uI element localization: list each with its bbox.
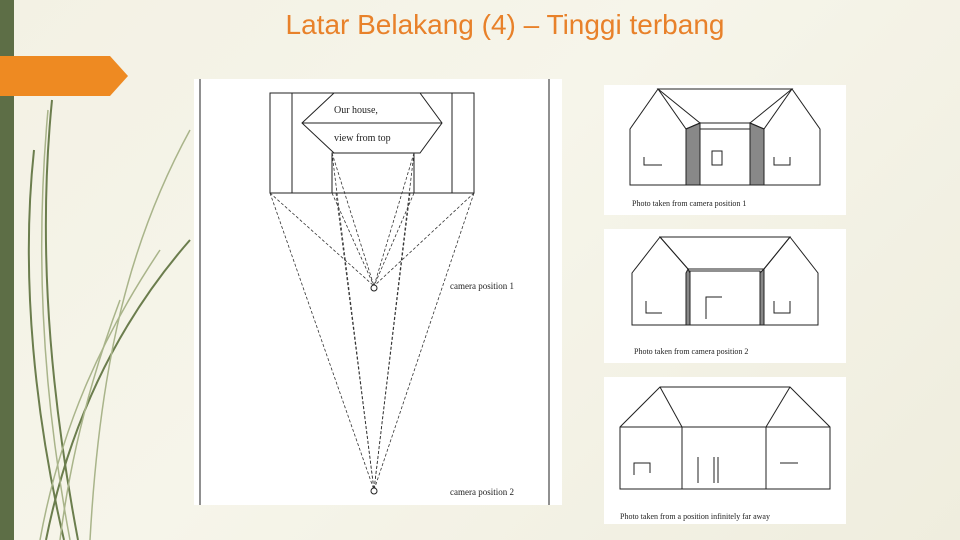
- photo-infinitely-far: [604, 377, 846, 524]
- house-outline: [620, 387, 830, 489]
- camera-2-marker: [371, 488, 377, 494]
- top-view-diagram: [194, 79, 562, 505]
- camera-1-marker: [371, 285, 377, 291]
- photo-camera-position-1: [604, 85, 846, 215]
- photo-1-caption: Photo taken from camera position 1: [632, 199, 747, 208]
- orange-tab: [0, 56, 128, 96]
- center-building: [700, 129, 750, 185]
- rays-camera-1: [270, 153, 474, 286]
- house-label-line2: view from top: [334, 133, 391, 144]
- left-house-side: [686, 269, 690, 325]
- door-left-post: [698, 457, 714, 483]
- slide-title: Latar Belakang (4) – Tinggi terbang: [285, 9, 725, 40]
- left-window: [634, 463, 650, 475]
- left-roof-edge: [660, 387, 682, 427]
- camera-position-1-label: camera position 1: [450, 281, 514, 291]
- camera-position-2-label: camera position 2: [450, 487, 514, 497]
- center-door: [712, 151, 722, 165]
- right-house-side: [760, 269, 764, 325]
- left-window: [646, 301, 662, 313]
- right-window: [774, 157, 790, 165]
- right-house-side: [750, 123, 764, 185]
- photo-camera-position-2: [604, 229, 846, 363]
- left-house-outline: [632, 237, 690, 325]
- center-door: [706, 297, 722, 319]
- rays-camera-2: [270, 153, 474, 490]
- house-center-part: [332, 153, 414, 193]
- right-window: [774, 301, 790, 313]
- center-roof: [660, 237, 790, 269]
- photo-2-caption: Photo taken from camera position 2: [634, 347, 749, 356]
- center-building: [690, 271, 760, 325]
- right-roof-edge: [766, 387, 790, 427]
- house-label-line1: Our house,: [334, 105, 378, 116]
- photo-3-caption: Photo taken from a position infinitely far away: [620, 512, 770, 521]
- left-window: [644, 157, 662, 165]
- left-house-side: [686, 123, 700, 185]
- right-house-outline: [760, 237, 818, 325]
